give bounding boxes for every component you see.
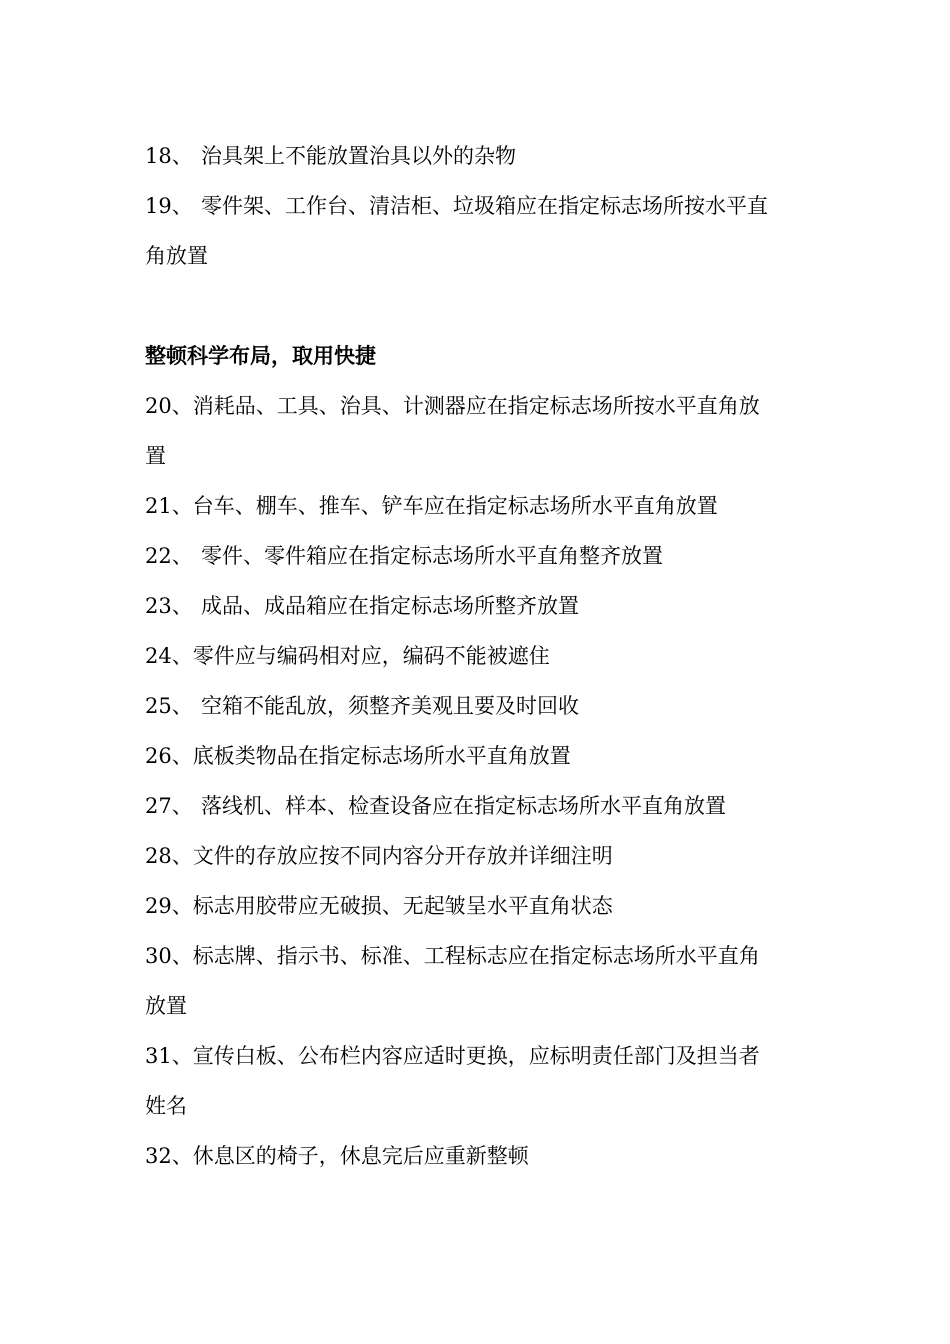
item-text: 宣传白板、公布栏内容应适时更换，应标明责任部门及担当者 — [192, 1044, 760, 1068]
item-number: 25、 — [145, 694, 193, 718]
item-first-line — [145, 581, 815, 631]
item-text: 零件应与编码相对应，编码不能被遮住 — [192, 644, 550, 668]
item-number: 28、 — [145, 844, 193, 868]
item-text: 消耗品、工具、治具、计测器应在指定标志场所按水平直角放 — [192, 394, 760, 418]
item-first-line — [145, 531, 815, 581]
list-item — [145, 631, 815, 681]
item-list-main — [145, 381, 815, 1181]
blank-line — [145, 281, 815, 331]
item-number: 23、 — [145, 594, 193, 618]
list-item — [145, 731, 815, 781]
item-first-line — [145, 481, 815, 531]
list-item — [145, 381, 815, 481]
item-number: 31、 — [145, 1044, 193, 1068]
item-text: 零件、零件箱应在指定标志场所水平直角整齐放置 — [201, 544, 663, 568]
item-first-line — [145, 181, 815, 231]
item-text: 空箱不能乱放，须整齐美观且要及时回收 — [201, 694, 579, 718]
item-continuation-line — [145, 231, 815, 281]
item-number: 22、 — [145, 544, 193, 568]
list-item — [145, 531, 815, 581]
list-item — [145, 1031, 815, 1131]
item-first-line — [145, 931, 815, 981]
item-number: 26、 — [145, 744, 193, 768]
item-first-line — [145, 681, 815, 731]
item-text: 角放置 — [145, 244, 208, 268]
item-text: 文件的存放应按不同内容分开存放并详细注明 — [192, 844, 613, 868]
item-first-line — [145, 381, 815, 431]
item-text: 置 — [145, 444, 166, 468]
item-text: 标志用胶带应无破损、无起皱呈水平直角状态 — [192, 894, 613, 918]
item-number: 29、 — [145, 894, 193, 918]
item-continuation-line — [145, 431, 815, 481]
item-text: 落线机、样本、检查设备应在指定标志场所水平直角放置 — [201, 794, 726, 818]
item-list-before — [145, 131, 815, 281]
item-text: 底板类物品在指定标志场所水平直角放置 — [192, 744, 571, 768]
list-item — [145, 1131, 815, 1181]
item-text: 姓名 — [145, 1094, 187, 1118]
item-number: 27、 — [145, 794, 193, 818]
list-item — [145, 831, 815, 881]
list-item — [145, 881, 815, 931]
item-number: 19、 — [145, 194, 193, 218]
item-first-line — [145, 631, 815, 681]
list-item — [145, 931, 815, 1031]
item-first-line — [145, 1131, 815, 1181]
item-text: 台车、棚车、推车、铲车应在指定标志场所水平直角放置 — [192, 494, 718, 518]
item-number: 24、 — [145, 644, 193, 668]
item-first-line — [145, 781, 815, 831]
item-number: 18、 — [145, 144, 193, 168]
item-number: 32、 — [145, 1144, 193, 1168]
list-item — [145, 131, 815, 181]
item-continuation-line — [145, 1081, 815, 1131]
item-text: 放置 — [145, 994, 187, 1018]
item-first-line — [145, 831, 815, 881]
list-item — [145, 181, 815, 281]
list-item — [145, 581, 815, 631]
item-text: 休息区的椅子，休息完后应重新整顿 — [192, 1144, 529, 1168]
item-number: 20、 — [145, 394, 193, 418]
item-text: 治具架上不能放置治具以外的杂物 — [201, 144, 516, 168]
item-first-line — [145, 731, 815, 781]
item-text: 零件架、工作台、清洁柜、垃圾箱应在指定标志场所按水平直 — [201, 194, 768, 218]
item-first-line — [145, 131, 815, 181]
item-text: 标志牌、指示书、标准、工程标志应在指定标志场所水平直角 — [192, 944, 760, 968]
item-number: 21、 — [145, 494, 193, 518]
list-item — [145, 781, 815, 831]
item-number: 30、 — [145, 944, 193, 968]
item-first-line — [145, 881, 815, 931]
section-heading: 整顿科学布局，取用快捷 — [145, 343, 376, 368]
item-first-line — [145, 1031, 815, 1081]
list-item — [145, 481, 815, 531]
item-continuation-line — [145, 981, 815, 1031]
item-text: 成品、成品箱应在指定标志场所整齐放置 — [201, 594, 579, 618]
list-item — [145, 681, 815, 731]
document-body — [145, 131, 815, 1181]
